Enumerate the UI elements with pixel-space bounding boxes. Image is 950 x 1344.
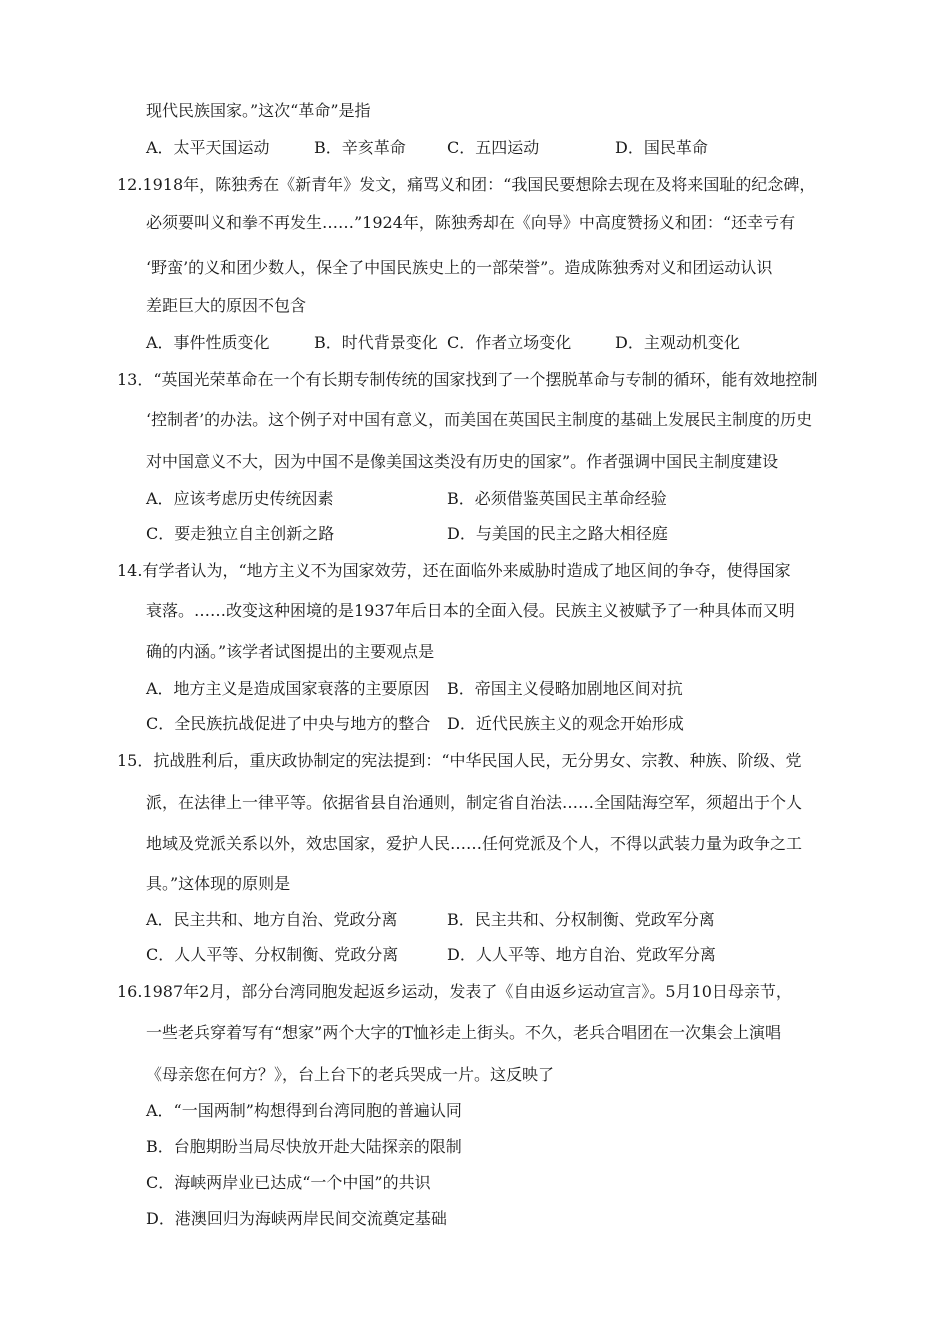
question-16-line-3: 《母亲您在何方？》，台上台下的老兵哭成一片。这反映了 bbox=[146, 1065, 555, 1084]
q16-option-c: C．海峡两岸业已达成“一个中国”的共识 bbox=[146, 1173, 431, 1192]
q13-option-c: C．要走独立自主创新之路 bbox=[146, 524, 335, 543]
question-14-line-1: 14.有学者认为，“地方主义不为国家效劳，还在面临外来威胁时造成了地区间的争夺，使得国家 bbox=[117, 561, 791, 580]
question-14-line-3: 确的内涵。”该学者试图提出的主要观点是 bbox=[146, 642, 435, 661]
q13-option-d: D．与美国的民主之路大相径庭 bbox=[447, 524, 668, 543]
q15-option-d: D．人人平等、地方自治、党政军分离 bbox=[447, 945, 716, 964]
question-13-line-3: 对中国意义不大，因为中国不是像美国这类没有历史的国家”。作者强调中国民主制度建设 bbox=[146, 452, 779, 471]
question-15-line-2: 派，在法律上一律平等。依据省县自治通则，制定省自治法……全国陆海空军，须超出于个人 bbox=[146, 793, 803, 812]
q13-option-a: A．应该考虑历史传统因素 bbox=[146, 489, 334, 508]
q15-option-a: A．民主共和、地方自治、党政分离 bbox=[146, 910, 398, 929]
q11-option-b: B．辛亥革命 bbox=[314, 138, 406, 157]
question-12-line-1: 12.1918年，陈独秀在《新青年》发文，痛骂义和团：“我国民要想除去现在及将来国耻的纪念碑， bbox=[117, 175, 816, 194]
q12-option-d: D．主观动机变化 bbox=[615, 333, 740, 352]
question-15-line-4: 具。”这体现的原则是 bbox=[146, 874, 291, 893]
q14-option-c: C．全民族抗战促进了中央与地方的整合 bbox=[146, 714, 431, 733]
q16-option-d: D．港澳回归为海峡两岸民间交流奠定基础 bbox=[146, 1209, 447, 1228]
question-12-line-4: 差距巨大的原因不包含 bbox=[146, 296, 307, 315]
question-15-line-1: 15．抗战胜利后，重庆政协制定的宪法提到：“中华民国人民，无分男女、宗教、种族、阶级、党 bbox=[117, 751, 802, 770]
q12-option-b: B．时代背景变化 bbox=[314, 333, 438, 352]
question-16-line-1: 16.1987年2月，部分台湾同胞发起返乡运动，发表了《自由返乡运动宣言》。5月10日母亲节， bbox=[117, 982, 792, 1001]
question-12-line-3: ‘野蛮’的义和团少数人，保全了中国民族史上的一部荣誉”。造成陈独秀对义和团运动认识 bbox=[146, 258, 773, 277]
q16-option-a: A．“一国两制”构想得到台湾同胞的普遍认同 bbox=[146, 1101, 462, 1120]
question-11-stem-tail: 现代民族国家。”这次“革命”是指 bbox=[146, 101, 371, 120]
q11-option-d: D．国民革命 bbox=[615, 138, 708, 157]
q14-option-a: A．地方主义是造成国家衰落的主要原因 bbox=[146, 679, 430, 698]
question-12-line-2: 必须要叫义和拳不再发生……”1924年，陈独秀却在《向导》中高度赞扬义和团：“还幸亏有 bbox=[146, 213, 796, 232]
q14-option-b: B．帝国主义侵略加剧地区间对抗 bbox=[447, 679, 683, 698]
q12-option-c: C．作者立场变化 bbox=[447, 333, 572, 352]
question-14-line-2: 衰落。……改变这种困境的是1937年后日本的全面入侵。民族主义被赋予了一种具体而又明 bbox=[146, 601, 795, 620]
q15-option-c: C．人人平等、分权制衡、党政分离 bbox=[146, 945, 399, 964]
question-13-line-2: ‘控制者’的办法。这个例子对中国有意义，而美国在英国民主制度的基础上发展民主制度的历史 bbox=[146, 410, 813, 429]
q16-option-b: B．台胞期盼当局尽快放开赴大陆探亲的限制 bbox=[146, 1137, 462, 1156]
q15-option-b: B．民主共和、分权制衡、党政军分离 bbox=[447, 910, 715, 929]
question-16-line-2: 一些老兵穿着写有“想家”两个大字的T恤衫走上街头。不久，老兵合唱团在一次集会上演唱 bbox=[146, 1023, 782, 1042]
q14-option-d: D．近代民族主义的观念开始形成 bbox=[447, 714, 684, 733]
q12-option-a: A．事件性质变化 bbox=[146, 333, 270, 352]
question-15-line-3: 地域及党派关系以外，效忠国家，爱护人民……任何党派及个人，不得以武装力量为政争之工 bbox=[146, 834, 803, 853]
q13-option-b: B．必须借鉴英国民主革命经验 bbox=[447, 489, 667, 508]
q11-option-a: A．太平天国运动 bbox=[146, 138, 270, 157]
question-13-line-1: 13．“英国光荣革命在一个有长期专制传统的国家找到了一个摆脱革命与专制的循环，能有效地控制 bbox=[117, 370, 818, 389]
q11-option-c: C．五四运动 bbox=[447, 138, 540, 157]
